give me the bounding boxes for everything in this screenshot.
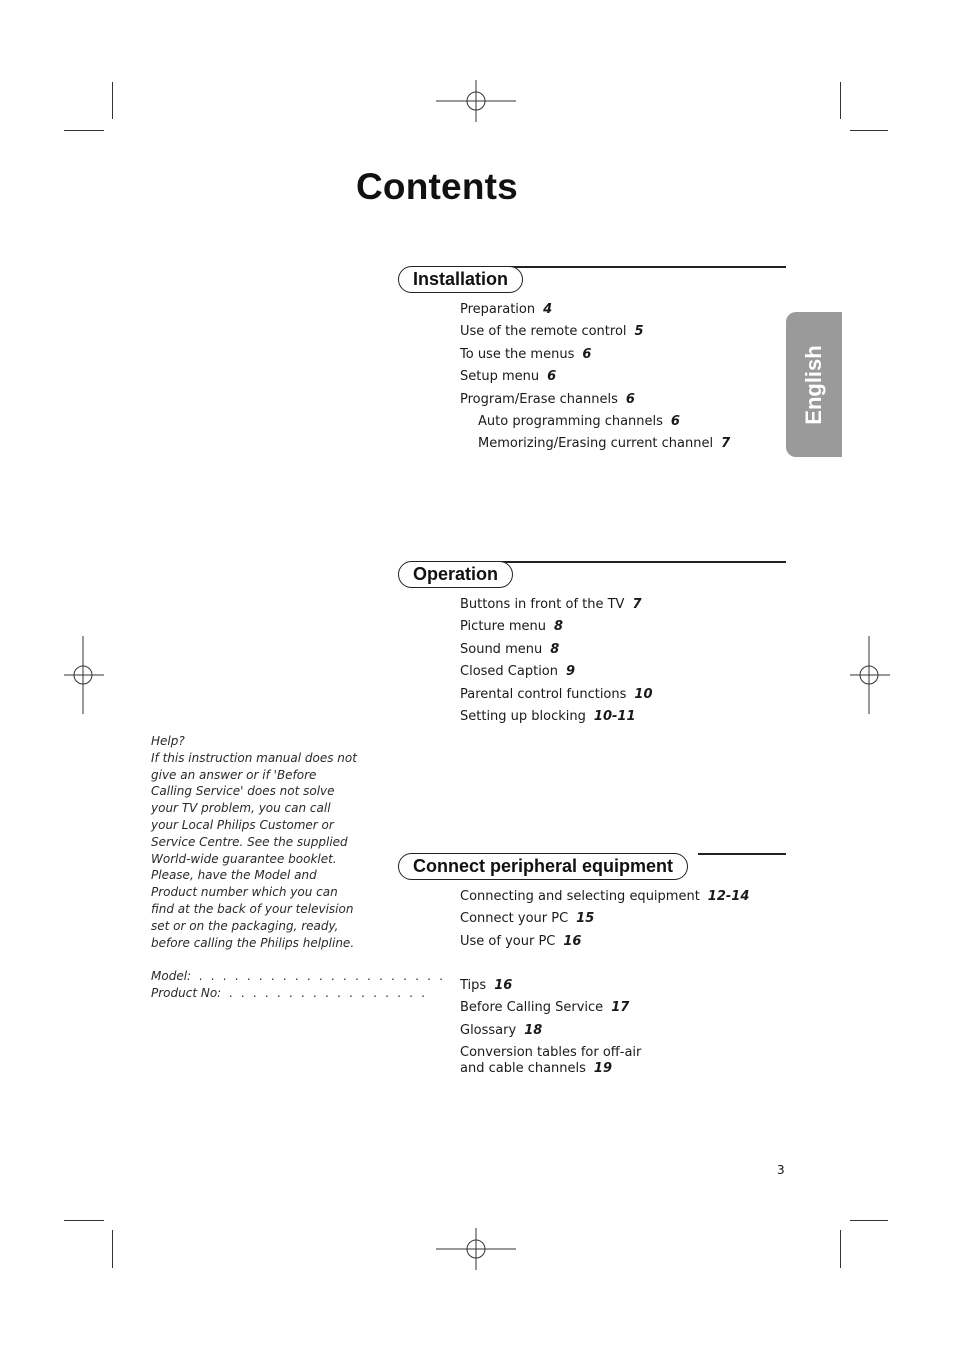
help-note [151, 733, 446, 1002]
toc-entry [460, 934, 749, 956]
language-tab [786, 312, 842, 457]
registration-mark-left [64, 636, 104, 714]
toc-entry [460, 597, 653, 619]
entry-label: Memorizing/Erasing current channel [478, 436, 714, 452]
entry-page: 17 [611, 1000, 630, 1016]
operation-entries [460, 597, 653, 731]
entry-label: Auto programming channels [478, 413, 663, 429]
entry-label: Closed Caption [460, 664, 558, 680]
entry-page: 19 [593, 1061, 613, 1077]
entry-page: 4 [543, 302, 553, 317]
entry-page: 8 [550, 641, 560, 657]
entry-page: 12-14 [707, 889, 750, 904]
entry-page: 16 [563, 933, 582, 949]
section-heading: Installation [398, 266, 523, 293]
crop-mark [64, 130, 104, 131]
toc-entry [460, 1023, 641, 1045]
page-number: 3 [777, 1163, 785, 1177]
product-field [151, 985, 428, 1002]
toc-entry [460, 889, 749, 911]
entry-label: Parental control functions [460, 686, 627, 702]
crop-mark [64, 1220, 104, 1221]
entry-page: 6 [547, 369, 557, 385]
entry-label: Use of your PC [460, 933, 556, 949]
crop-mark [112, 1230, 113, 1268]
entry-label: Program/Erase channels [460, 391, 618, 407]
section-heading: Operation [398, 561, 513, 588]
entry-page: 6 [625, 391, 635, 407]
crop-mark [112, 82, 113, 119]
section-heading: Connect peripheral equipment [398, 853, 688, 880]
entry-label-line-2: and cable channels [460, 1061, 586, 1077]
toc-entry [460, 687, 653, 709]
entry-page: 7 [721, 436, 731, 452]
language-tab-label: English [801, 344, 826, 425]
section-rule [498, 561, 786, 563]
toc-entry [460, 347, 730, 369]
entry-label: Glossary [460, 1022, 517, 1038]
toc-subentry [460, 436, 730, 458]
entry-label: Sound menu [460, 641, 543, 657]
section-rule [698, 853, 786, 855]
toc-entry [460, 1045, 641, 1077]
entry-label: Preparation [460, 302, 536, 317]
crop-mark [850, 1220, 888, 1221]
entry-label: Connecting and selecting equipment [460, 889, 700, 904]
entry-label: To use the menus [460, 346, 575, 362]
entry-page: 18 [524, 1022, 543, 1038]
model-field [151, 968, 446, 985]
model-label: Model: [151, 969, 192, 984]
model-dots: . . . . . . . . . . . . . . . . . . . . . [199, 969, 446, 984]
entry-page: 15 [576, 911, 595, 927]
entry-label: Picture menu [460, 619, 546, 635]
registration-mark-right [850, 636, 890, 714]
entry-page: 10 [634, 686, 653, 702]
product-label: Product No: [151, 986, 222, 1001]
entry-label-line-1: Conversion tables for off-air [460, 1045, 642, 1061]
toc-entry [460, 1000, 641, 1022]
toc-entry [460, 619, 653, 641]
entry-label: Setting up blocking [460, 708, 586, 724]
entry-page: 6 [582, 346, 592, 362]
help-note-text: Please, have the Model and Product number which you can find at the back of your television set or on the packaging, ready, before calling the Philips helpline. [151, 868, 355, 950]
toc-subentry [460, 414, 730, 436]
toc-entry [460, 642, 653, 664]
entry-label: Before Calling Service [460, 1000, 604, 1016]
toc-entry [460, 911, 749, 933]
peripheral-entries [460, 889, 749, 956]
entry-page: 16 [494, 978, 513, 993]
help-question: Help? [151, 734, 185, 748]
entry-label: Use of the remote control [460, 324, 627, 340]
help-body: If this instruction manual does not give an answer or if 'Before Calling Service' does not solve your TV problem, you can call your Local Philips Customer or Service Centre. See the supplied World-wide guarantee booklet. [151, 750, 357, 866]
toc-entry [460, 709, 653, 731]
toc-entry [460, 302, 730, 324]
entry-page: 6 [670, 413, 680, 429]
registration-mark-bottom [436, 1228, 516, 1270]
registration-mark-top [436, 80, 516, 122]
entry-label: Setup menu [460, 369, 540, 385]
entry-page: 7 [632, 597, 642, 612]
entry-label: Connect your PC [460, 911, 569, 927]
product-dots: . . . . . . . . . . . . . . . . . [229, 986, 428, 1001]
page-title: Contents [356, 166, 518, 207]
toc-entry [460, 392, 730, 414]
entry-page: 8 [553, 619, 564, 635]
entry-page: 5 [634, 324, 644, 340]
entry-label: Buttons in front of the TV [460, 597, 625, 612]
entry-label: Tips [460, 978, 487, 993]
crop-mark [840, 1230, 841, 1268]
help-fields [151, 968, 446, 1002]
section-rule [498, 266, 786, 268]
entry-page: 10-11 [593, 708, 636, 724]
crop-mark [840, 82, 841, 119]
crop-mark [850, 130, 888, 131]
toc-entry [460, 369, 730, 391]
misc-entries [460, 978, 641, 1077]
toc-entry [460, 324, 730, 346]
toc-entry [460, 978, 641, 1000]
installation-entries [460, 302, 730, 459]
toc-entry [460, 664, 653, 686]
entry-page: 9 [566, 664, 576, 680]
